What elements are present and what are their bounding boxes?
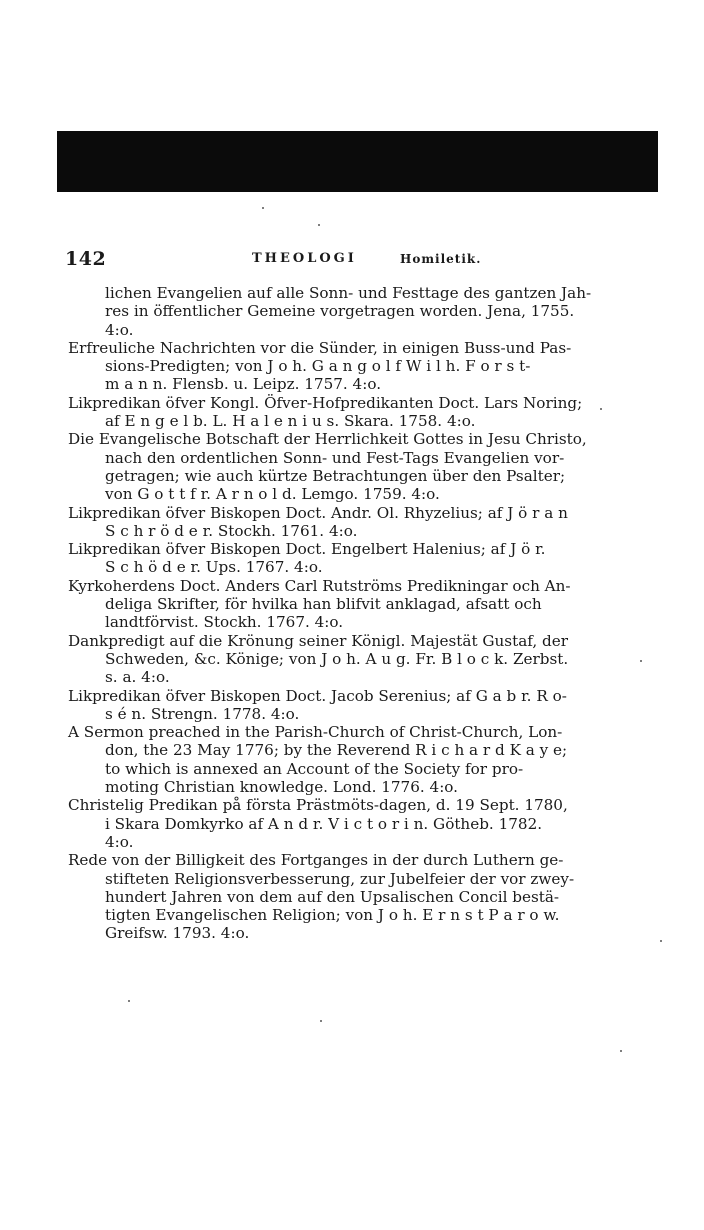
entry-line: res in öffentlicher Gemeine vorgetragen worden. Jena, 1755. xyxy=(105,302,575,321)
entry-line: m a n n. Flensb. u. Leipz. 1757. 4:o. xyxy=(105,375,382,394)
entry-line: deliga Skrifter, för hvilka han blifvit anklagad, afsatt och xyxy=(105,595,542,614)
bibliography-entry xyxy=(68,430,645,503)
entry-line: S c h ö d e r. Ups. 1767. 4:o. xyxy=(105,558,323,577)
entry-line: hundert Jahren von dem auf den Upsalischen Concil bestä- xyxy=(105,887,560,906)
black-redaction-bar xyxy=(57,131,658,192)
bibliography-entry xyxy=(68,540,645,577)
entry-line: to which is annexed an Account of the Society for pro- xyxy=(105,759,524,778)
bibliography-entry xyxy=(68,796,645,851)
bibliography-entry xyxy=(68,723,645,796)
bibliography-entry xyxy=(68,394,645,431)
entry-line: S c h r ö d e r. Stockh. 1761. 4:o. xyxy=(105,521,358,540)
entry-line: s é n. Strengn. 1778. 4:o. xyxy=(105,704,300,723)
entry-line: Dankpredigt auf die Krönung seiner Königl. Majestät Gustaf, der xyxy=(68,631,568,650)
entry-line: Die Evangelische Botschaft der Herrlichkeit Gottes in Jesu Christo, xyxy=(68,430,587,449)
entry-line: af E n g e l b. L. H a l e n i u s. Skara. 1758. 4:o. xyxy=(105,412,476,431)
entry-line: landtförvist. Stockh. 1767. 4:o. xyxy=(105,613,344,632)
bibliography-entry xyxy=(68,284,645,339)
entry-line: 4:o. xyxy=(105,320,134,339)
entry-line: Christelig Predikan på första Prästmöts-dagen, d. 19 Sept. 1780, xyxy=(68,796,568,815)
bibliography-entry xyxy=(68,632,645,687)
running-subtitle: Homiletik. xyxy=(400,252,482,266)
entry-line: lichen Evangelien auf alle Sonn- und Festtage des gantzen Jah- xyxy=(105,284,592,302)
ink-speck xyxy=(620,1050,622,1052)
bibliography-entry xyxy=(68,504,645,541)
entry-line: Kyrkoherdens Doct. Anders Carl Rutströms Predikningar och An- xyxy=(68,576,571,595)
entry-line: moting Christian knowledge. Lond. 1776. 4:o. xyxy=(105,778,459,797)
entry-line: nach den ordentlichen Sonn- und Fest-Tags Evangelien vor- xyxy=(105,448,565,467)
entry-line: Likpredikan öfver Biskopen Doct. Engelbert Halenius; af J ö r. xyxy=(68,540,546,559)
entry-line: Rede von der Billigkeit des Fortganges in der durch Luthern ge- xyxy=(68,851,564,870)
entry-line: von G o t t f r. A r n o l d. Lemgo. 1759. 4:o. xyxy=(105,485,440,504)
entry-line: Likpredikan öfver Biskopen Doct. Andr. Ol. Rhyzelius; af J ö r a n xyxy=(68,503,568,522)
entry-line: i Skara Domkyrko af A n d r. V i c t o r i n. Götheb. 1782. xyxy=(105,814,543,833)
ink-speck xyxy=(660,940,662,942)
ink-speck xyxy=(318,224,320,226)
entry-line: Erfreuliche Nachrichten vor die Sünder, in einigen Buss-und Pas- xyxy=(68,338,572,357)
entry-line: Schweden, &c. Könige; von J o h. A u g. Fr. B l o c k. Zerbst. xyxy=(105,649,569,668)
entry-line: tigten Evangelischen Religion; von J o h. E r n s t P a r o w. xyxy=(105,906,560,925)
running-title: THEOLOGI xyxy=(252,251,357,266)
entry-line: don, the 23 May 1776; by the Reverend R i c h a r d K a y e; xyxy=(105,741,568,760)
entry-line: sions-Predigten; von J o h. G a n g o l f W i l h. F o r s t- xyxy=(105,357,531,376)
entry-line: getragen; wie auch kürtze Betrachtungen über den Psalter; xyxy=(105,466,566,485)
bibliography-entry xyxy=(68,687,645,724)
entry-line: Likpredikan öfver Kongl. Öfver-Hofpredikanten Doct. Lars Noring; xyxy=(68,393,583,412)
ink-speck xyxy=(320,1020,322,1022)
page-number: 142 xyxy=(65,248,107,270)
ink-speck xyxy=(262,207,264,209)
bibliography-entry xyxy=(68,339,645,394)
bibliography-entry xyxy=(68,577,645,632)
page-header xyxy=(65,248,625,270)
bibliography-entry xyxy=(68,851,645,942)
entry-line: Likpredikan öfver Biskopen Doct. Jacob Serenius; af G a b r. R o- xyxy=(68,686,567,705)
ink-speck xyxy=(128,1000,130,1002)
entry-line: stifteten Religionsverbesserung, zur Jubelfeier der vor zwey- xyxy=(105,869,575,888)
entry-line: 4:o. xyxy=(105,832,134,851)
entry-line: A Sermon preached in the Parish-Church of Christ-Church, Lon- xyxy=(68,723,563,742)
bibliography-list xyxy=(68,284,645,943)
entry-line: Greifsw. 1793. 4:o. xyxy=(105,924,250,943)
entry-line: s. a. 4:o. xyxy=(105,668,170,687)
